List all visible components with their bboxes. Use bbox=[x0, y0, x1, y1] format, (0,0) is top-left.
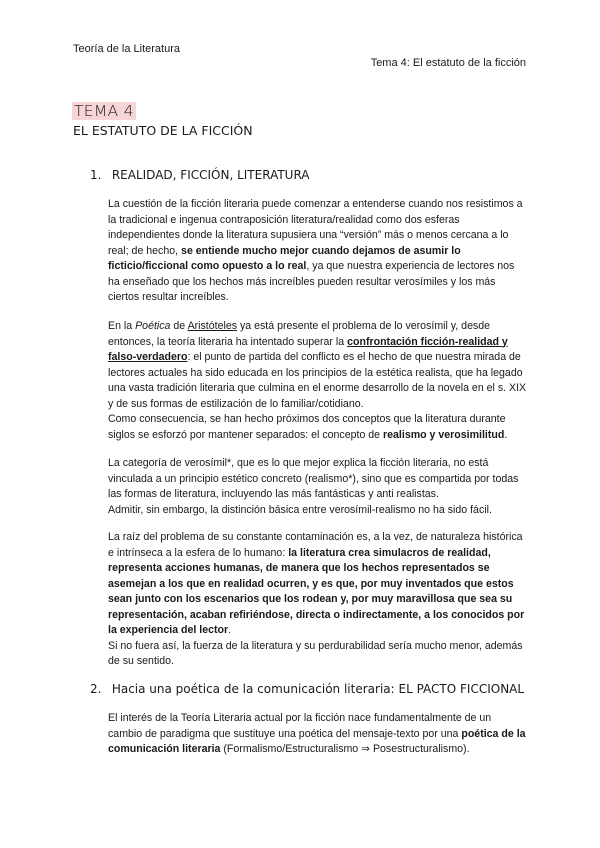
bold-span: la literatura crea simulacros de realidad, representa acciones humanas, de manera que los hechos representados se asemejan a los que en realidad ocurren, y es que, por muy inventados que estos sean junto con los escenarios que los rodean y, por muy maravillosa que sea su representación, acaban refiriéndose, directa o indirectamente, a los conocidos por la experiencia del lector bbox=[108, 546, 525, 636]
section-2-heading bbox=[90, 682, 524, 696]
section-1-paragraph-3 bbox=[108, 456, 528, 518]
section-1-heading bbox=[90, 168, 310, 182]
text-span: En la bbox=[108, 320, 133, 332]
bold-underline-span: confrontación ficción-realidad y falso-verdadero bbox=[108, 335, 508, 363]
tema-number: TEMA 4 bbox=[74, 102, 134, 120]
section-1-paragraph-1 bbox=[108, 197, 528, 306]
page-header-course: Teoría de la Literatura bbox=[73, 43, 181, 55]
section-1-paragraph-4 bbox=[108, 530, 528, 670]
bold-span: realismo y verosimilitud bbox=[383, 428, 505, 441]
section-1-title: REALIDAD, FICCIÓN, LITERATURA bbox=[111, 168, 310, 182]
text-span: : el punto de partida del conflicto es el hecho de que nuestra mirada de lectores actuales ha sido educada en los principios de la estética realista, que ha legado una vasta tradición literaria que culmina en el enorme desarrollo de la novela en el s. XIX y de sus formas de estilización de lo familiar/cotidiano. bbox=[108, 351, 527, 410]
section-2-number: 2. bbox=[90, 682, 102, 696]
bold-span: se entiende mucho mejor cuando dejamos de asumir lo ficticio/ficcional como opuesto a lo real bbox=[108, 244, 461, 272]
text-span: . bbox=[228, 624, 232, 636]
section-1-number: 1. bbox=[90, 168, 102, 182]
text-span: , ya que nuestra experiencia de lectores nos ha enseñado que los hechos más increíbles pueden resultar verosímiles y los más ciertos resultar increíbles. bbox=[108, 260, 515, 303]
text-span: Como consecuencia, se han hecho próximos dos conceptos que la literatura durante siglos se esforzó por mantener separados: el concepto de bbox=[108, 413, 506, 441]
page-header-topic: Tema 4: El estatuto de la ficción bbox=[370, 57, 526, 69]
text-span: ya está presente el problema de lo verosímil y, desde entonces, la teoría literaria ha intentado superar la bbox=[108, 320, 491, 348]
text-span: . bbox=[504, 428, 508, 441]
text-span: Admitir, sin embargo, la distinción básica entre verosímil-realismo no ha sido fácil. bbox=[108, 503, 492, 516]
section-1-paragraph-2 bbox=[108, 319, 528, 443]
text-span: La raíz del problema de su constante contaminación es, a la vez, de naturaleza histórica e intrínseca a la esfera de lo humano: bbox=[108, 531, 523, 559]
tema-subtitle: EL ESTATUTO DE LA FICCIÓN bbox=[73, 123, 253, 138]
italic-span: Poética bbox=[135, 320, 171, 332]
bold-span: poética de la comunicación literaria bbox=[108, 727, 526, 755]
text-span: de bbox=[173, 320, 186, 332]
text-span: La cuestión de la ficción literaria puede comenzar a entenderse cuando nos resistimos a la tradicional e ingenua contraposición literatura/realidad como dos esferas independientes donde la literatura supusiera una “versión” más o menos cercana a lo real; de hecho, bbox=[108, 198, 523, 257]
section-2-title: Hacia una poética de la comunicación literaria: EL PACTO FICCIONAL bbox=[111, 682, 525, 696]
link-aristoteles[interactable]: Aristóteles bbox=[187, 320, 238, 332]
text-span: Si no fuera así, la fuerza de la literatura y su perdurabilidad sería mucho menor, además de su sentido. bbox=[108, 639, 523, 667]
text-span: El interés de la Teoría Literaria actual por la ficción nace fundamentalmente de un cambio de paradigma que sustituye una poética del mensaje-texto por una bbox=[108, 712, 492, 740]
text-span: La categoría de verosímil*, que es lo que mejor explica la ficción literaria, no está vinculada a un principio estético concreto (realismo*), sino que es compartida por todas las formas de literatura, incluyendo las más fantásticas y anti realistas. bbox=[108, 457, 519, 500]
text-span: (Formalismo/Estructuralismo ⇒ Posestructuralismo). bbox=[223, 743, 470, 755]
section-2-paragraph-1 bbox=[108, 711, 528, 758]
